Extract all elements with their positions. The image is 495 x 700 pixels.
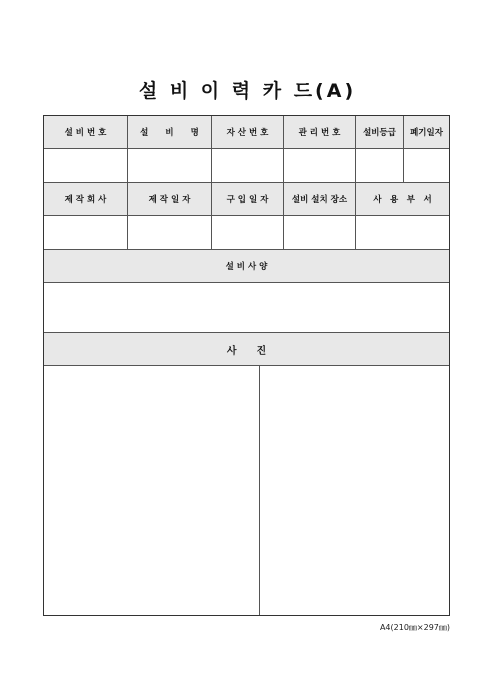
value-equipment-grade[interactable]	[356, 149, 404, 183]
header-manufacturer: 제 작 회 사	[44, 183, 128, 216]
header-management-number: 관 리 번 호	[284, 116, 356, 149]
value-manufacture-date[interactable]	[128, 216, 212, 250]
equipment-history-card	[43, 115, 450, 616]
value-user-department[interactable]	[356, 216, 449, 250]
header-purchase-date: 구 입 일 자	[212, 183, 284, 216]
value-equipment-number[interactable]	[44, 149, 128, 183]
header-equipment-name: 설 비 명	[128, 116, 212, 149]
header-manufacture-date: 제 작 일 자	[128, 183, 212, 216]
value-installation-location[interactable]	[284, 216, 356, 250]
photo-area-right[interactable]	[260, 366, 449, 615]
header-asset-number: 자 산 번 호	[212, 116, 284, 149]
header-equipment-grade: 설비등급	[356, 116, 404, 149]
photo-header: 사 진	[44, 333, 449, 366]
spec-value[interactable]	[44, 283, 449, 333]
document-title: 설 비 이 력 카 드(A)	[138, 80, 357, 102]
header-disposal-date: 폐기일자	[404, 116, 449, 149]
photo-area-left[interactable]	[44, 366, 260, 615]
header-user-department: 사 용 부 서	[356, 183, 449, 216]
header-installation-location: 설비 설치 장소	[284, 183, 356, 216]
paper-size-note: A4(210㎜×297㎜)	[379, 623, 450, 632]
header-equipment-number: 설 비 번 호	[44, 116, 128, 149]
value-manufacturer[interactable]	[44, 216, 128, 250]
value-equipment-name[interactable]	[128, 149, 212, 183]
value-purchase-date[interactable]	[212, 216, 284, 250]
value-disposal-date[interactable]	[404, 149, 449, 183]
value-management-number[interactable]	[284, 149, 356, 183]
spec-header: 설 비 사 양	[44, 250, 449, 283]
value-asset-number[interactable]	[212, 149, 284, 183]
